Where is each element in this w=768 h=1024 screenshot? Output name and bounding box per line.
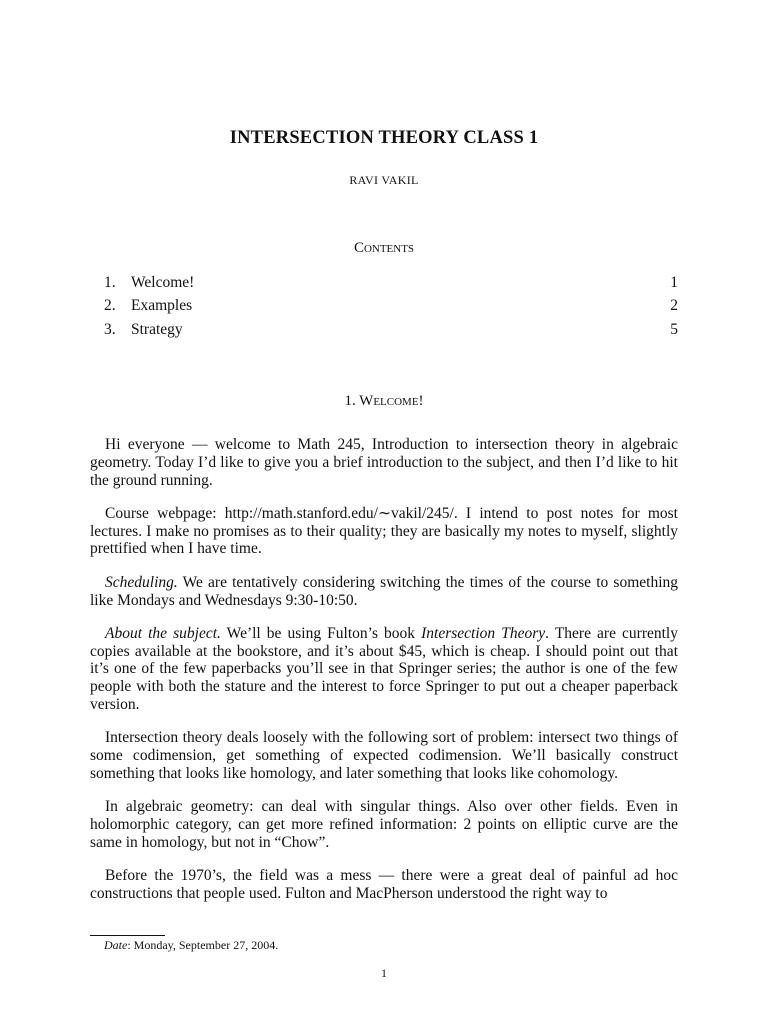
toc-entry [104, 295, 678, 319]
paragraph-algebraic-geometry: In algebraic geometry: can deal with singular things. Also over other fields. Even in holomorphic category, can get more refined information: 2 points on elliptic curve are the same in homology, but not in “Chow”. [90, 798, 678, 851]
section-heading: 1. Welcome! [344, 393, 424, 409]
paragraph-webpage: Course webpage: http://math.stanford.edu/∼vakil/245/. I intend to post notes for most lectures. I make no promises as to their quality; they are basically my notes to myself, slightly prettified when I have time. [90, 504, 678, 558]
paragraph-history: Before the 1970’s, the field was a mess — there were a great deal of painful ad hoc constructions that people used. Fulton and MacPherson understood the right way to [90, 867, 678, 902]
toc-entry-label: Examples [131, 297, 193, 315]
table-of-contents [104, 271, 678, 342]
toc-entry-page: 5 [670, 320, 678, 338]
scheduling-label: Scheduling. [105, 573, 178, 591]
toc-entry-number: 1. [104, 273, 116, 291]
contents-heading: Contents [353, 240, 415, 256]
toc-entry-label: Strategy [131, 320, 183, 338]
footnote [104, 938, 278, 953]
toc-entry-label: Welcome! [131, 273, 195, 291]
paper-title: INTERSECTION THEORY CLASS 1 [229, 128, 539, 148]
toc-entry [104, 318, 678, 342]
toc-entry-page: 2 [670, 297, 678, 315]
paragraph-intersection-theory: Intersection theory deals loosely with the following sort of problem: intersect two things of some codimension, get something of expected codimension. We’ll basically construct something that looks like homology, and later something that looks like cohomology. [90, 729, 678, 782]
page-number: 1 [381, 966, 387, 980]
paragraph-about-subject [90, 625, 678, 714]
book-title: Intersection Theory [421, 624, 546, 642]
scheduling-text: We are tentatively considering switching the times of the course to something like Mondays and Wednesdays 9:30-10:50. [90, 573, 678, 609]
author-name: RAVI VAKIL [349, 173, 419, 187]
toc-entry-page: 1 [670, 273, 678, 291]
about-subject-text-b: . There are currently copies available at the bookstore, and it’s about $45, which is cheap. I should point out that it’s one of the few paperbacks you’ll see in that Springer series; the author is one of the few people with both the stature and the interest to force Springer to put out a cheaper paperback version. [90, 624, 678, 714]
section-body [90, 436, 678, 918]
toc-entry [104, 271, 678, 295]
toc-entry-number: 3. [104, 320, 116, 338]
toc-entry-number: 2. [104, 297, 116, 315]
about-subject-text-a: We’ll be using Fulton’s book [220, 624, 422, 642]
footnote-date-text: : Monday, September 27, 2004. [127, 938, 279, 952]
paragraph-scheduling [90, 574, 678, 610]
footnote-date-label: Date [104, 938, 128, 952]
paragraph-intro: Hi everyone — welcome to Math 245, Introduction to intersection theory in algebraic geometry. Today I’d like to give you a brief introduction to the subject, and then I’d like to hit the ground running. [90, 436, 678, 489]
about-subject-label: About the subject. [105, 624, 221, 642]
footnote-rule [90, 935, 165, 936]
